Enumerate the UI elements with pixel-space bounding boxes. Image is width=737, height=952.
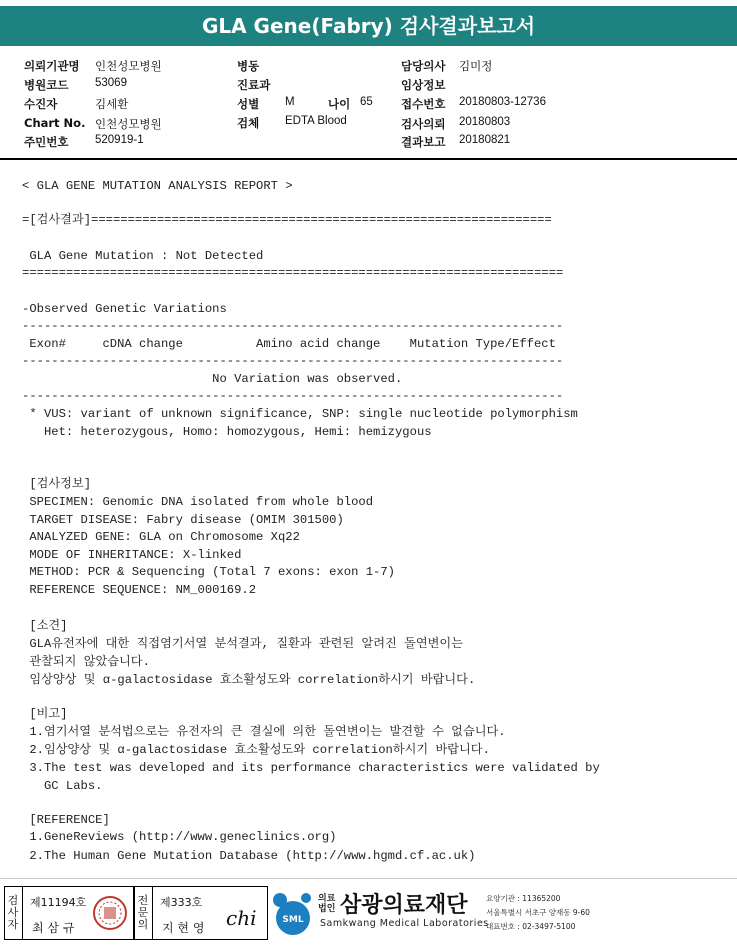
remarks-line-3: 3.The test was developed and its performance characteristics were validated by: [22, 761, 600, 775]
value-result-report: 20180821: [459, 134, 511, 146]
test-info-reference: REFERENCE SEQUENCE: NM_000169.2: [22, 583, 257, 597]
reference-line-2: 2.The Human Gene Mutation Database (http://www.hgmd.cf.ac.uk): [22, 849, 476, 863]
org-phone: 대표번호 : 02-3497-5100: [486, 922, 576, 931]
examiner-label-text: 검사자: [7, 894, 19, 931]
label-attending-physician: 담당의사: [401, 59, 446, 73]
table-rule-bottom: --------------------------------------------------------------------------: [22, 389, 564, 403]
examiner-label: [6, 895, 20, 931]
test-info-specimen: SPECIMEN: Genomic DNA isolated from whole blood: [22, 495, 374, 509]
remarks-line-1: 1.염기서열 분석법으로는 유전자의 큰 결실에 의한 돌연변이는 발견할 수 없습니다.: [22, 725, 506, 739]
examiner-license: 제11194호: [30, 896, 87, 909]
value-age: 65: [360, 96, 373, 108]
specialist-label-text: 전문의: [137, 894, 149, 931]
label-patient: 수진자: [24, 97, 58, 111]
label-requesting-institution: 의뢰기관명: [24, 59, 80, 73]
value-chart-no: 인천성모병원: [95, 119, 162, 131]
findings-line-1: GLA유전자에 대한 직접염기서열 분석결과, 질환과 관련된 알려진 돌연변이는: [22, 637, 463, 651]
label-specimen: 검체: [237, 116, 260, 130]
label-clinical-info: 임상정보: [401, 78, 446, 92]
remarks-line-4: GC Labs.: [22, 779, 103, 793]
findings-heading: [소견]: [22, 619, 68, 633]
test-info-disease: TARGET DISEASE: Fabry disease (OMIM 301500): [22, 513, 344, 527]
signature-footer: [0, 884, 737, 944]
label-department: 진료과: [237, 78, 271, 92]
patient-info: [0, 54, 737, 156]
org-english-name: Samkwang Medical Laboratories: [320, 918, 489, 929]
result-section-rule: =[검사결과]===============================================================: [22, 213, 552, 227]
value-attending-physician: 김미정: [459, 61, 493, 73]
examiner-name: 최 삼 규: [32, 921, 75, 935]
label-result-report: 결과보고: [401, 135, 446, 149]
no-variation-row: No Variation was observed.: [22, 372, 403, 386]
test-info-method: METHOD: PCR & Sequencing (Total 7 exons: exon 1-7): [22, 565, 395, 579]
label-resident-number: 주민번호: [24, 135, 69, 149]
test-info-gene: ANALYZED GENE: GLA on Chromosome Xq22: [22, 530, 300, 544]
legend-line-2: Het: heterozygous, Homo: homozygous, Hemi: hemizygous: [22, 425, 432, 439]
report-title: GLA Gene(Fabry) 검사결과보고서: [0, 6, 737, 46]
mutation-result: GLA Gene Mutation : Not Detected: [22, 249, 264, 263]
label-receipt-number: 접수번호: [401, 97, 446, 111]
value-resident-number: 520919-1: [95, 134, 144, 146]
label-age: 나이: [328, 97, 351, 111]
specialist-name: 지 현 영: [162, 921, 205, 935]
label-sex: 성별: [237, 97, 260, 111]
label-hospital-code: 병원코드: [24, 78, 69, 92]
reference-line-1: 1.GeneReviews (http://www.geneclinics.org): [22, 830, 337, 844]
header-divider: [0, 158, 737, 160]
specialist-label: [136, 895, 150, 931]
sml-logo-icon: [270, 888, 316, 940]
value-patient: 김세환: [95, 99, 129, 111]
org-name: 삼광의료재단: [340, 893, 468, 918]
value-sex: M: [285, 96, 295, 108]
double-rule: ==========================================================================: [22, 266, 564, 280]
reference-heading: [REFERENCE]: [22, 813, 110, 827]
findings-line-3: 임상양상 및 α-galactosidase 효소활성도와 correlation하시기 바랍니다.: [22, 673, 476, 687]
variations-heading: -Observed Genetic Variations: [22, 302, 227, 316]
table-header: Exon# cDNA change Amino acid change Mutation Type/Effect: [22, 337, 556, 351]
value-receipt-number: 20180803-12736: [459, 96, 546, 108]
test-info-inheritance: MODE OF INHERITANCE: X-linked: [22, 548, 242, 562]
label-test-request: 검사의뢰: [401, 117, 446, 131]
value-requesting-institution: 인천성모병원: [95, 61, 162, 73]
legend-line-1: * VUS: variant of unknown significance, SNP: single nucleotide polymorphism: [22, 407, 578, 421]
org-prefix: 의료법인: [318, 894, 336, 914]
specialist-signature: chi: [226, 906, 257, 930]
examiner-seal-icon: [92, 895, 128, 931]
org-code: 요양기관 : 11365200: [486, 894, 561, 903]
specialist-license: 제333호: [160, 896, 203, 909]
table-rule-top: --------------------------------------------------------------------------: [22, 319, 564, 333]
value-hospital-code: 53069: [95, 77, 127, 89]
footer-divider: [0, 878, 737, 879]
remarks-heading: [비고]: [22, 707, 68, 721]
test-info-heading: [검사정보]: [22, 477, 92, 491]
sml-logo-text: SML: [282, 915, 304, 925]
report-heading: < GLA GENE MUTATION ANALYSIS REPORT >: [22, 179, 293, 193]
label-chart-no: Chart No.: [24, 116, 86, 130]
label-ward: 병동: [237, 59, 260, 73]
value-specimen: EDTA Blood: [285, 115, 347, 127]
remarks-line-2: 2.임상양상 및 α-galactosidase 효소활성도와 correlation하시기 바랍니다.: [22, 743, 490, 757]
table-rule-mid: --------------------------------------------------------------------------: [22, 354, 564, 368]
org-address: 서울특별시 서초구 양재동 9-60: [486, 908, 590, 917]
findings-line-2: 관찰되지 않았습니다.: [22, 655, 150, 669]
value-test-request: 20180803: [459, 116, 511, 128]
